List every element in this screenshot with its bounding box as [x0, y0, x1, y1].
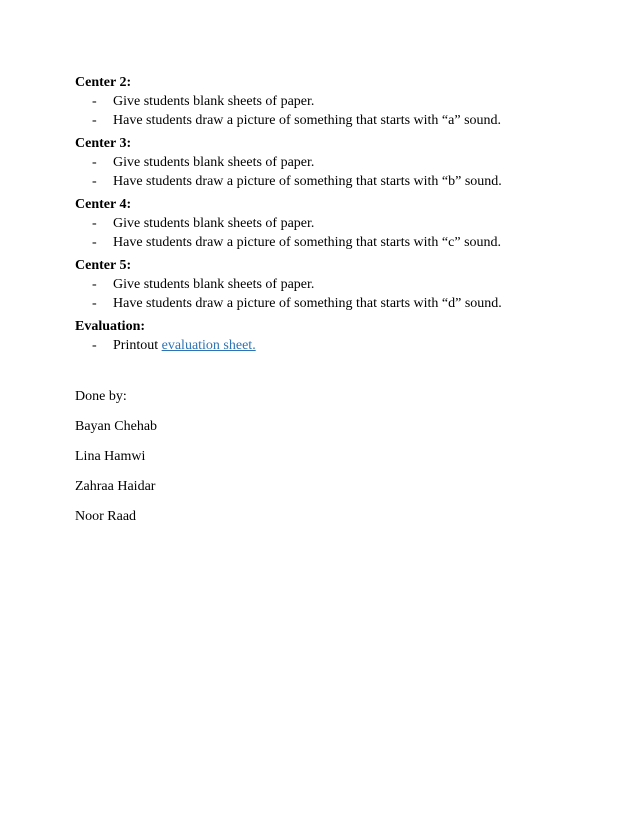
bullet-list	[75, 336, 575, 355]
list-item	[75, 214, 575, 233]
dash-bullet: -	[92, 155, 97, 170]
list-item-text: Have students draw a picture of something that starts with “c” sound.	[113, 235, 502, 250]
list-item	[75, 294, 575, 313]
author-name: Bayan Chehab	[75, 419, 158, 434]
section-heading: Center 5:	[75, 258, 132, 273]
list-item	[75, 92, 575, 111]
section-evaluation	[75, 318, 575, 355]
list-item-text: Printout	[113, 338, 162, 353]
list-item-text: Give students blank sheets of paper.	[113, 155, 315, 170]
bullet-list	[75, 214, 575, 252]
list-item	[75, 111, 575, 130]
list-item-text: Have students draw a picture of something that starts with “d” sound.	[113, 296, 502, 311]
dash-bullet: -	[92, 94, 97, 109]
section-center-3	[75, 135, 575, 191]
list-item	[75, 153, 575, 172]
list-item	[75, 336, 575, 355]
list-item-text: Give students blank sheets of paper.	[113, 216, 315, 231]
author-name: Zahraa Haidar	[75, 479, 156, 494]
bullet-list	[75, 275, 575, 313]
section-center-4	[75, 196, 575, 252]
list-item-text: Give students blank sheets of paper.	[113, 94, 315, 109]
author-name: Lina Hamwi	[75, 449, 146, 464]
dash-bullet: -	[92, 277, 97, 292]
done-by-block	[75, 388, 575, 526]
section-heading: Center 3:	[75, 136, 132, 151]
dash-bullet: -	[92, 296, 97, 311]
dash-bullet: -	[92, 338, 97, 353]
list-item	[75, 275, 575, 294]
list-item-text: Have students draw a picture of something that starts with “a” sound.	[113, 113, 502, 128]
list-item-text: Have students draw a picture of something that starts with “b” sound.	[113, 174, 502, 189]
dash-bullet: -	[92, 113, 97, 128]
section-heading: Center 2:	[75, 75, 132, 90]
bullet-list	[75, 92, 575, 130]
section-center-5	[75, 257, 575, 313]
list-item-text: Give students blank sheets of paper.	[113, 277, 315, 292]
dash-bullet: -	[92, 235, 97, 250]
dash-bullet: -	[92, 216, 97, 231]
section-heading: Evaluation:	[75, 319, 146, 334]
bullet-list	[75, 153, 575, 191]
document-page	[75, 74, 575, 538]
list-item	[75, 172, 575, 191]
evaluation-sheet-link[interactable]: evaluation sheet.	[161, 338, 256, 353]
list-item	[75, 233, 575, 252]
section-center-2	[75, 74, 575, 130]
done-by-label: Done by:	[75, 389, 127, 404]
section-heading: Center 4:	[75, 197, 132, 212]
dash-bullet: -	[92, 174, 97, 189]
author-name: Noor Raad	[75, 509, 137, 524]
